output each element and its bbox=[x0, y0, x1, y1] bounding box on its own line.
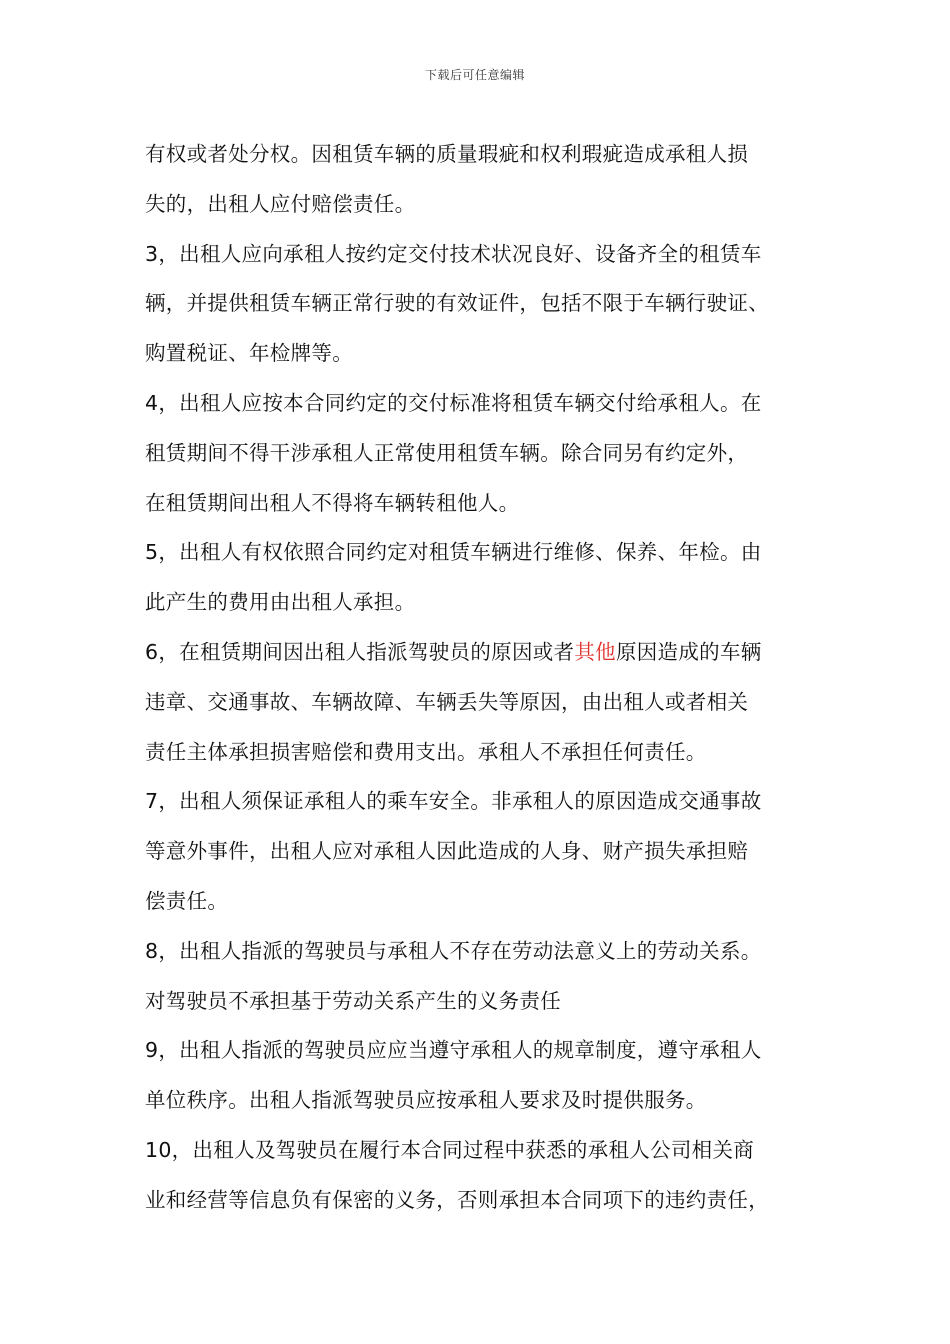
text-line: 在租赁期间出租人不得将车辆转租他人。 bbox=[145, 490, 520, 515]
text-line: 有权或者处分权。因租赁车辆的质量瑕疵和权利瑕疵造成承租人损 bbox=[145, 142, 749, 166]
text-line: 失的，出租人应付赔偿责任。 bbox=[145, 191, 416, 216]
text-line: 购置税证、年检牌等。 bbox=[145, 341, 353, 366]
text-line: 违章、交通事故、车辆故障、车辆丢失等原因，由出租人或者相关 bbox=[145, 689, 749, 714]
highlighted-text: 其他 bbox=[574, 639, 616, 664]
text-line: 等意外事件，出租人应对承租人因此造成的人身、财产损失承担赔 bbox=[145, 839, 749, 864]
text-line: 辆，并提供租赁车辆正常行驶的有效证件，包括不限于车辆行驶证、 bbox=[145, 291, 769, 316]
text-segment: 6，在租赁期间因出租人指派驾驶员的原因或者 bbox=[145, 639, 575, 664]
text-line-with-highlight bbox=[145, 628, 845, 678]
text-line: 9，出租人指派的驾驶员应应当遵守承租人的规章制度，遵守承租人 bbox=[145, 1038, 762, 1063]
text-line: 业和经营等信息负有保密的义务，否则承担本合同项下的违约责任， bbox=[145, 1187, 769, 1212]
text-line: 10，出租人及驾驶员在履行本合同过程中获悉的承租人公司相关商 bbox=[145, 1137, 755, 1162]
text-line: 8，出租人指派的驾驶员与承租人不存在劳动法意义上的劳动关系。 bbox=[145, 938, 762, 963]
text-line: 租赁期间不得干涉承租人正常使用租赁车辆。除合同另有约定外， bbox=[145, 440, 749, 465]
text-line: 此产生的费用由出租人承担。 bbox=[145, 590, 416, 615]
text-segment: 原因造成的车辆 bbox=[615, 639, 762, 664]
text-line: 对驾驶员不承担基于劳动关系产生的义务责任 bbox=[145, 988, 561, 1013]
text-line: 5，出租人有权依照合同约定对租赁车辆进行维修、保养、年检。由 bbox=[145, 540, 762, 565]
text-line: 责任主体承担损害赔偿和费用支出。承租人不承担任何责任。 bbox=[145, 739, 707, 764]
document-body bbox=[145, 130, 845, 1226]
page-header: 下载后可任意编辑 bbox=[424, 68, 525, 82]
text-line: 7，出租人须保证承租人的乘车安全。非承租人的原因造成交通事故 bbox=[145, 789, 762, 814]
text-line: 4，出租人应按本合同约定的交付标准将租赁车辆交付给承租人。在 bbox=[145, 390, 762, 415]
text-line: 偿责任。 bbox=[145, 888, 229, 913]
text-line: 3，出租人应向承租人按约定交付技术状况良好、设备齐全的租赁车 bbox=[145, 241, 762, 266]
text-line: 单位秩序。出租人指派驾驶员应按承租人要求及时提供服务。 bbox=[145, 1088, 707, 1113]
